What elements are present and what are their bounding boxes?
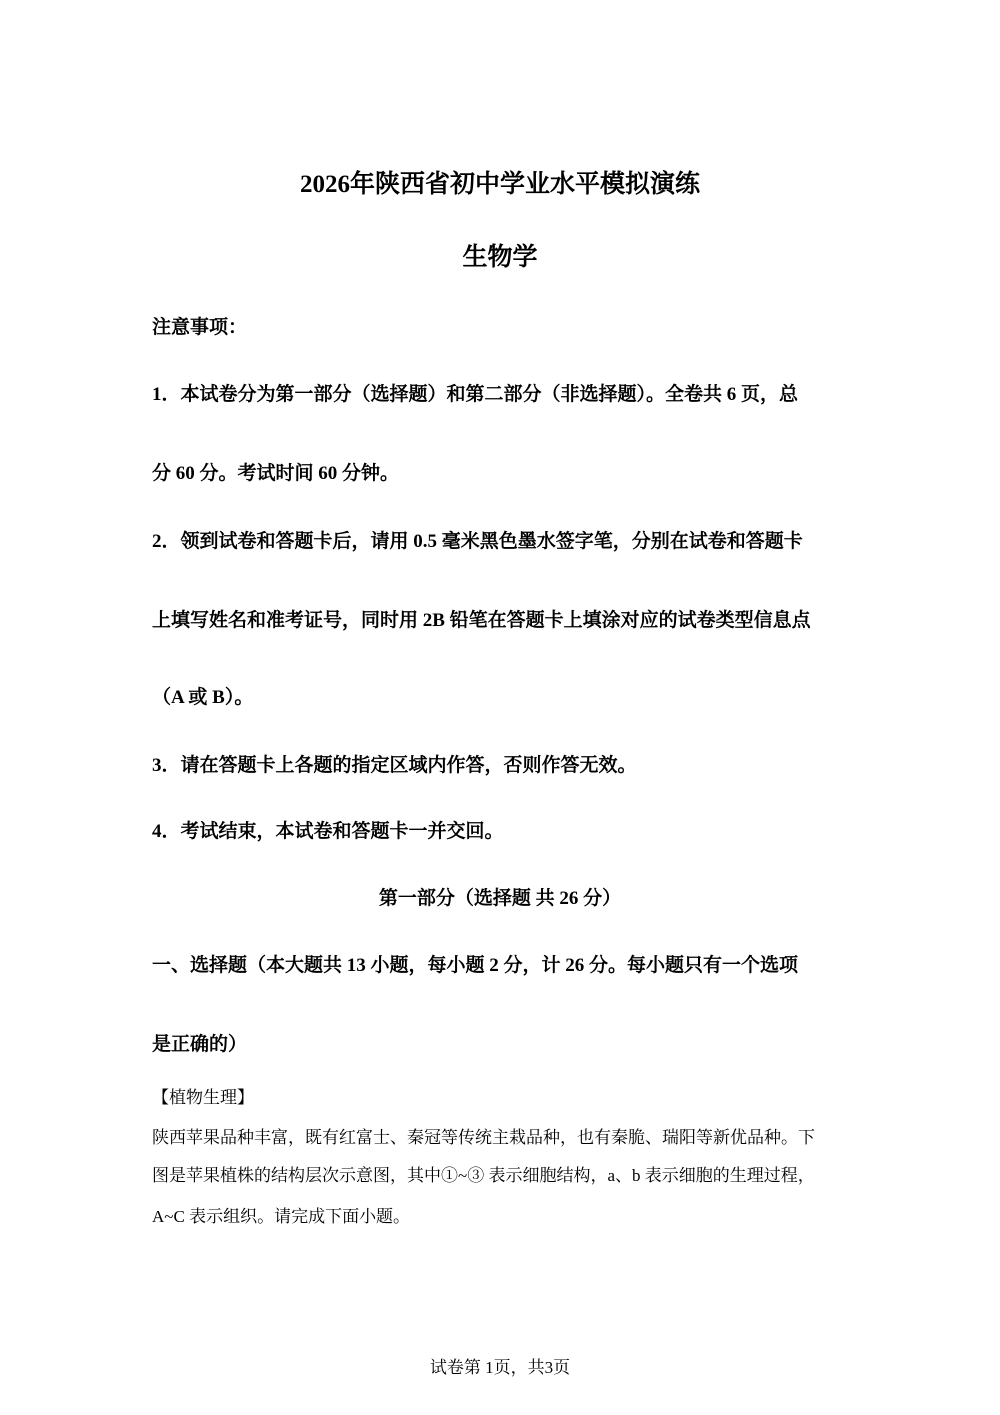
- exam-title: 2026年陕西省初中学业水平模拟演练: [299, 171, 700, 198]
- topic-line-1: 陕西苹果品种丰富，既有红富士、秦冠等传统主栽品种，也有秦脆、瑞阳等新优品种。下: [152, 1128, 815, 1147]
- notice-item-2-line-1: 2．领到试卷和答题卡后，请用 0.5 毫米黑色墨水签字笔，分别在试卷和答题卡: [152, 531, 803, 552]
- part-one-heading: 第一部分（选择题 共 26 分）: [378, 888, 622, 909]
- notice-item-2-line-2: 上填写姓名和准考证号，同时用 2B 铅笔在答题卡上填涂对应的试卷类型信息点: [152, 610, 811, 631]
- notice-item-1-line-1: 1．本试卷分为第一部分（选择题）和第二部分（非选择题）。全卷共 6 页，总: [152, 384, 799, 405]
- topic-tag: 【植物生理】: [152, 1088, 254, 1107]
- notice-item-4-line-1: 4．考试结束，本试卷和答题卡一并交回。: [152, 821, 504, 842]
- notice-heading: 注意事项：: [152, 317, 248, 338]
- notice-item-2-line-3: （A 或 B）。: [152, 687, 254, 708]
- notice-item-1-line-2: 分 60 分。考试时间 60 分钟。: [152, 463, 400, 484]
- notice-item-3-line-1: 3．请在答题卡上各题的指定区域内作答，否则作答无效。: [152, 755, 637, 776]
- topic-line-3: A~C 表示组织。请完成下面小题。: [152, 1207, 411, 1226]
- section-one-line-2: 是正确的）: [152, 1034, 248, 1055]
- section-one-line-1: 一、选择题（本大题共 13 小题，每小题 2 分，计 26 分。每小题只有一个选项: [152, 955, 799, 976]
- page-footer: 试卷第 1页，共3页: [429, 1358, 571, 1377]
- topic-line-2: 图是苹果植株的结构层次示意图，其中①~③ 表示细胞结构，a、b 表示细胞的生理过程，: [152, 1166, 815, 1185]
- subject-title: 生物学: [462, 244, 538, 271]
